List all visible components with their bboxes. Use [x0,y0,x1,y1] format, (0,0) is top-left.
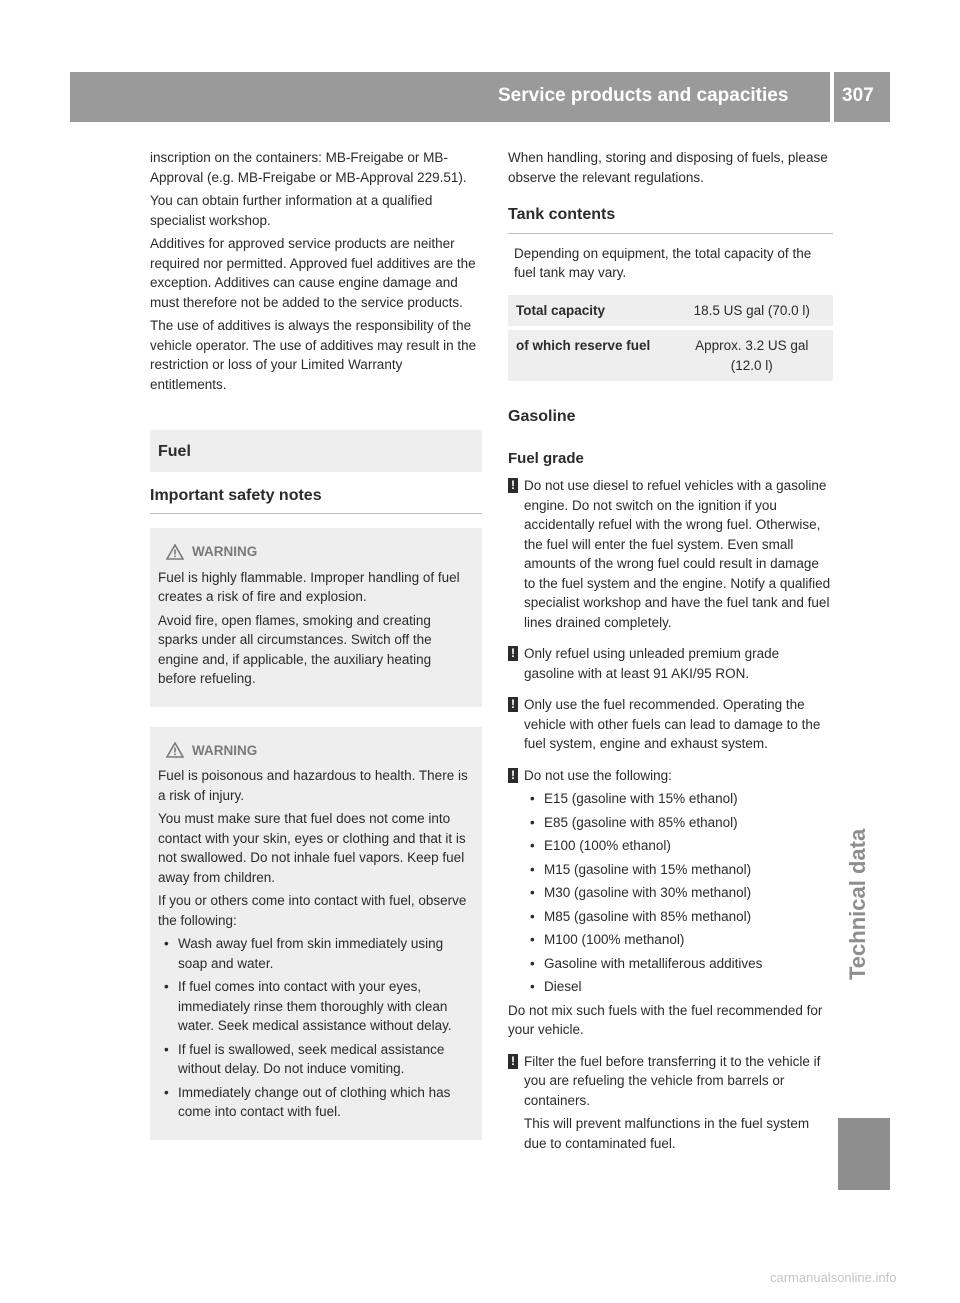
intro-paragraph: You can obtain further information at a qualified specialist workshop. [150,193,433,228]
note [508,766,833,1040]
list-item: • Immediately change out of clothing which has come into contact with fuel. [164,1084,451,1119]
table-value: Approx. 3.2 US gal (12.0 l) [671,328,834,381]
bullet-icon: • [530,791,535,806]
exclamation-icon: ! [508,1054,518,1069]
warning-paragraph: If you or others come into contact with fuel, observe the following: [158,893,467,928]
intro-paragraph: The use of additives is always the responsibility of the vehicle operator. The use of additives may result in the restriction or loss of your Limited Warranty entitlements. [150,318,477,392]
table-value: 18.5 US gal (70.0 l) [693,302,810,318]
table-row [508,328,833,381]
list-item: • M30 (gasoline with 30% methanol) [524,883,833,903]
list-item: • M100 (100% methanol) [524,930,833,950]
header-separator [830,72,834,122]
bullet-icon: • [164,1041,169,1057]
list-item: • Diesel [524,977,833,997]
exclamation-icon: ! [508,697,518,712]
list-item: • If fuel is swallowed, seek medical assistance without delay. Do not induce vomiting. [164,1041,445,1076]
bullet-icon: • [530,814,535,830]
note-text: Do not use diesel to refuel vehicles with a gasoline engine. Do not switch on the ignition if you accidentally refuel with the wrong fuel. Otherwise, the fuel will enter the fuel system. Even small amounts of the wrong fuel could result in damage to the fuel system and the engine. Notify a qualified specialist workshop and have the fuel tank and fuel lines drained completely. [524,478,831,630]
bullet-icon: • [164,979,169,994]
note-text: Do not use the following: [524,767,672,783]
list-item: • Wash away fuel from skin immediately using soap and water. [164,936,444,971]
page-title: Service products and capacities [498,85,789,106]
divider [150,513,482,514]
list-item: • E100 (100% ethanol) [524,836,833,856]
intro-paragraph: Additives for approved service products are neither required nor permitted. Approved fuel additives are the exception. Additives can cause engine damage and must therefore not be added to the service products. [150,236,476,310]
gasoline-heading: Gasoline [508,408,576,425]
note-text: Only use the fuel recommended. Operating the vehicle with other fuels can lead to damage to the fuel system, engine and exhaust system. [524,697,821,751]
bullet-icon: • [530,908,535,924]
bullet-icon: • [530,955,535,971]
exclamation-icon: ! [508,646,518,661]
handling-paragraph: When handling, storing and disposing of fuels, please observe the relevant regulations. [508,150,828,185]
bullet-icon: • [164,1084,169,1100]
note-text: Filter the fuel before transferring it to the vehicle if you are refueling the vehicle from barrels or containers. [524,1053,821,1108]
note-text: Only refuel using unleaded premium grade gasoline with at least 91 AKI/95 RON. [524,646,780,681]
warning-paragraph: You must make sure that fuel does not come into contact with your skin, eyes or clothing and that it is not swallowed. Do not inhale fuel vapors. Keep fuel away from children. [158,811,466,885]
exclamation-icon: ! [508,768,518,783]
left-column [150,148,482,1140]
list-item: • M85 (gasoline with 85% methanol) [524,907,833,927]
bullet-icon: • [164,936,169,951]
note [508,644,833,683]
page-number: 307 [842,85,874,106]
note [508,695,833,754]
warning-triangle-icon [166,742,184,758]
warning-bullet-list [158,934,472,1122]
side-tab-marker [838,1118,890,1190]
note-text: Do not mix such fuels with the fuel recommended for your vehicle. [508,1002,823,1037]
capacity-table [508,295,833,382]
watermark-text: carmanualsonline.info [770,1270,897,1285]
warning-title [158,542,472,562]
table-key: Total capacity [516,302,606,318]
bullet-icon: • [530,838,535,853]
warning-paragraph: Fuel is poisonous and hazardous to health. There is a risk of injury. [158,768,468,803]
table-key: of which reserve fuel [508,328,671,381]
tank-paragraph: Depending on equipment, the total capacity of the fuel tank may vary. [514,245,812,280]
bullet-icon: • [530,861,535,877]
note [508,476,833,632]
warning-title [158,741,472,761]
tank-contents-heading: Tank contents [508,206,616,223]
table-row [508,295,833,329]
right-column [508,148,833,1165]
warning-title-text: WARNING [192,544,258,559]
intro-paragraph: inscription on the containers: MB-Freigabe or MB-Approval (e.g. MB-Freigabe or MB-Approval 229.51). [150,150,467,185]
note [508,1052,833,1154]
warning-paragraph: Fuel is highly flammable. Improper handling of fuel creates a risk of fire and explosion. [158,569,460,604]
warning-paragraph: Avoid fire, open flames, smoking and creating sparks under all circumstances. Switch off the engine and, if applicable, the auxiliary heating before refueling. [158,612,432,686]
fuel-grade-heading: Fuel grade [508,449,584,467]
fuel-exclusion-list [524,789,833,997]
warning-title-text: WARNING [192,742,258,758]
warning-box-poisonous [150,727,482,1140]
safety-notes-heading: Important safety notes [150,486,322,504]
warning-box-flammable [150,528,482,707]
list-item: • E15 (gasoline with 15% ethanol) [524,789,833,809]
list-item: • If fuel comes into contact with your eyes, immediately rinse them thoroughly with clean water. Seek medical assistance without delay. [164,979,452,1033]
exclamation-icon: ! [508,478,518,493]
list-item: • M15 (gasoline with 15% methanol) [524,860,833,880]
side-tab-label: Technical data [845,828,870,980]
note-text: This will prevent malfunctions in the fuel system due to contaminated fuel. [524,1116,810,1151]
divider [508,233,833,234]
bullet-icon: • [530,885,535,900]
list-item: • E85 (gasoline with 85% ethanol) [524,813,833,833]
fuel-section-heading: Fuel [150,430,482,472]
bullet-icon: • [530,932,535,947]
bullet-icon: • [530,979,535,994]
list-item: • Gasoline with metalliferous additives [524,954,833,974]
warning-triangle-icon [166,544,184,560]
